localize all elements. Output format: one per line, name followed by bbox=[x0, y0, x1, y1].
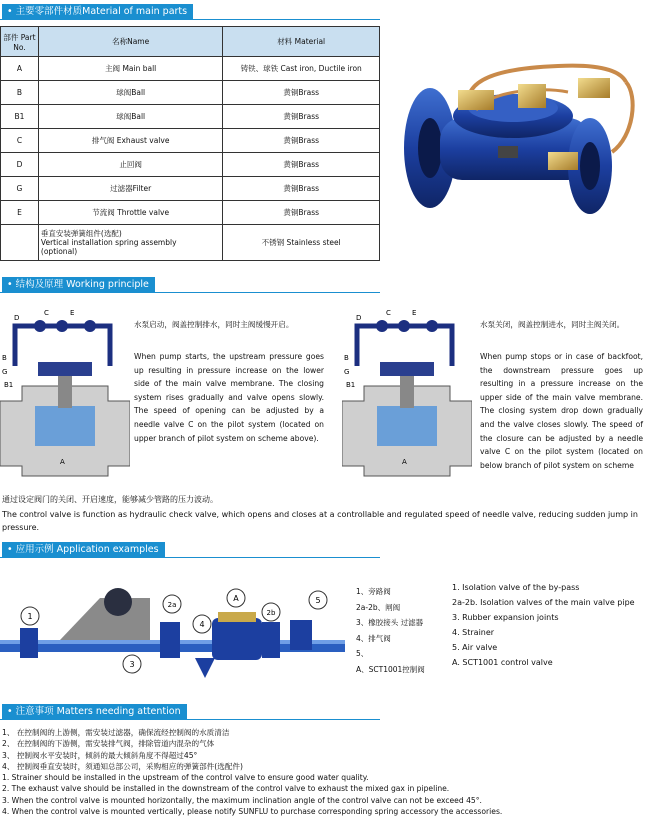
application-legend-en bbox=[452, 580, 644, 670]
principle-close-en: When pump stops or in case of backfoot, the downstream pressure goes up resulting in a pressure increase on the upper side of the main valve membrane. The closing system drop down gradually and the valve closes slowly. The speed of the closure can be adjusted by a needle valve C on the pilot system (located on below branch of pilot system on scheme bbox=[480, 352, 643, 470]
application-diagram bbox=[0, 578, 350, 688]
cell-material: 黄铜Brass bbox=[223, 153, 380, 177]
cell-name: 垂直安装弹簧组件(选配) Vertical installation spring assembly (optional) bbox=[38, 225, 223, 261]
parts-table bbox=[0, 26, 380, 261]
section-divider bbox=[0, 292, 380, 293]
cell-part-no: E bbox=[1, 201, 39, 225]
legend-item: A. SCT1001 control valve bbox=[452, 658, 553, 667]
cell-material: 不锈钢 Stainless steel bbox=[223, 225, 380, 261]
note-item: 4. When the control valve is mounted vertically, please notify SUNFLU to purchase corresponding spring accessory the accessories. bbox=[2, 807, 503, 817]
diagram-label: A bbox=[402, 458, 407, 466]
note-item: 4、 控制阀垂直安装时，须通知总部公司，采购相应的弹簧部件(选配件) bbox=[2, 762, 243, 772]
cell-material: 黄铜Brass bbox=[223, 201, 380, 225]
callout-label: A bbox=[233, 594, 239, 603]
note-item: 2. The exhaust valve should be installed in the downstream of the control valve to exhaust the mixed gax in pipeline. bbox=[2, 784, 450, 794]
legend-item: 3、橡胶接头 过滤器 bbox=[356, 618, 424, 627]
diagram-label: D bbox=[14, 314, 20, 322]
section-header-application: • 应用示例 Application examples bbox=[2, 542, 165, 557]
cell-name: 球阀Ball bbox=[38, 105, 223, 129]
table-row bbox=[1, 225, 380, 261]
control-valve-photo bbox=[398, 56, 644, 218]
diagram-label: E bbox=[70, 309, 75, 317]
table-row bbox=[1, 105, 380, 129]
note-item: 3、 控制阀水平安装时，倾斜的最大倾斜角度不得超过45° bbox=[2, 750, 198, 760]
principle-open-cn: 水泵启动，阀盖控制排水，同时主阀缓慢开启。 bbox=[134, 320, 294, 329]
section-divider bbox=[0, 719, 380, 720]
cell-name: 排气阀 Exhaust valve bbox=[38, 129, 223, 153]
application-legend-cn bbox=[356, 584, 448, 677]
table-header-row bbox=[1, 27, 380, 57]
callout-label: 3 bbox=[129, 660, 135, 669]
cell-part-no: B bbox=[1, 81, 39, 105]
diagram-label: A bbox=[60, 458, 65, 466]
callout-label: 5 bbox=[315, 596, 321, 605]
section-header-materials: • 主要零部件材质Material of main parts bbox=[2, 4, 193, 19]
section-header-attention: • 注意事项 Matters needing attention bbox=[2, 704, 187, 719]
principle-summary-en: The control valve is function as hydraulic check valve, which opens and closes at a controllable and regulated speed of needle valve, reducing sudden jump in pressure. bbox=[2, 510, 638, 532]
note-item: 1. Strainer should be installed in the upstream of the control valve to ensure good water quality. bbox=[2, 773, 369, 782]
table-row bbox=[1, 81, 380, 105]
section-divider bbox=[0, 557, 380, 558]
cell-name: 节流阀 Throttle valve bbox=[38, 201, 223, 225]
table-row bbox=[1, 177, 380, 201]
diagram-label: G bbox=[2, 368, 8, 376]
legend-item: 2a-2b、闸阀 bbox=[356, 602, 401, 612]
diagram-label: G bbox=[344, 368, 350, 376]
cell-name: 过滤器Filter bbox=[38, 177, 223, 201]
cell-part-no: G bbox=[1, 177, 39, 201]
table-row bbox=[1, 129, 380, 153]
table-row bbox=[1, 153, 380, 177]
legend-item: 1、旁路阀 bbox=[356, 587, 391, 596]
principle-close-cn: 水泵关闭，阀盖控制进水，同时主阀关闭。 bbox=[480, 320, 625, 329]
principle-summary-cn: 通过设定阀门的关闭、开启速度，能够减少管路的压力波动。 bbox=[2, 495, 218, 504]
section-divider bbox=[0, 19, 380, 20]
cell-part-no: C bbox=[1, 129, 39, 153]
cell-part-no: A bbox=[1, 57, 39, 81]
col-header-part-no: 部件 Part No. bbox=[1, 27, 39, 57]
legend-item: 2a-2b. Isolation valves of the main valve pipe bbox=[452, 598, 635, 607]
legend-item: 1. Isolation valve of the by-pass bbox=[452, 583, 580, 592]
diagram-label: B bbox=[2, 354, 7, 362]
diagram-label: C bbox=[386, 309, 391, 317]
working-diagram-close bbox=[342, 306, 472, 481]
diagram-label: B1 bbox=[4, 381, 14, 389]
cell-material: 铸铁、球铁 Cast iron, Ductile iron bbox=[223, 57, 380, 81]
cell-part-no bbox=[1, 225, 39, 261]
callout-label: 4 bbox=[199, 620, 205, 629]
legend-item: 5. Air valve bbox=[452, 643, 498, 652]
callout-label: 2b bbox=[266, 609, 276, 617]
section-header-principle: • 结构及原理 Working principle bbox=[2, 277, 155, 292]
cell-part-no: B1 bbox=[1, 105, 39, 129]
table-row bbox=[1, 201, 380, 225]
cell-name: 球阀Ball bbox=[38, 81, 223, 105]
legend-item: 4. Strainer bbox=[452, 628, 495, 637]
cell-material: 黄铜Brass bbox=[223, 81, 380, 105]
cell-material: 黄铜Brass bbox=[223, 129, 380, 153]
legend-item: 4、排气阀 bbox=[356, 633, 391, 643]
legend-item: A、SCT1001控制阀 bbox=[356, 664, 425, 674]
principle-open-en: When pump starts, the upstream pressure goes up resulting in pressure increase on the lower side of the main valve membrane. The closing system rises gradually and valve opens slowly. The speed of opening can be adjusted by a needle valve C on the pilot system (located on upper branch of pilot system on scheme above). bbox=[134, 352, 324, 443]
cell-part-no: D bbox=[1, 153, 39, 177]
diagram-label: B bbox=[344, 354, 349, 362]
diagram-label: B1 bbox=[346, 381, 356, 389]
diagram-label: D bbox=[356, 314, 362, 322]
note-item: 2、 在控制阀的下游侧，需安装排气阀，排除管道内混杂的气体 bbox=[2, 739, 215, 749]
cell-material: 黄铜Brass bbox=[223, 105, 380, 129]
notes-en bbox=[2, 772, 644, 818]
callout-label: 2a bbox=[167, 601, 177, 609]
legend-item: 3. Rubber expansion joints bbox=[452, 613, 559, 622]
col-header-material: 材料 Material bbox=[223, 27, 380, 57]
notes-cn bbox=[2, 727, 642, 773]
note-item: 3. When the control valve is mounted horizontally, the maximum inclination angle of the control valve can not be exceed 45°. bbox=[2, 795, 482, 805]
legend-item: 5、 bbox=[356, 649, 369, 658]
callout-label: 1 bbox=[27, 612, 33, 621]
col-header-name: 名称Name bbox=[38, 27, 223, 57]
table-row bbox=[1, 57, 380, 81]
cell-name: 主阀 Main ball bbox=[38, 57, 223, 81]
diagram-label: E bbox=[412, 309, 417, 317]
cell-name: 止回阀 bbox=[38, 153, 223, 177]
cell-material: 黄铜Brass bbox=[223, 177, 380, 201]
working-diagram-open bbox=[0, 306, 130, 481]
note-item: 1、 在控制阀的上游侧，需安装过滤器，确保流经控制阀的水质清洁 bbox=[2, 728, 230, 737]
diagram-label: C bbox=[44, 309, 49, 317]
